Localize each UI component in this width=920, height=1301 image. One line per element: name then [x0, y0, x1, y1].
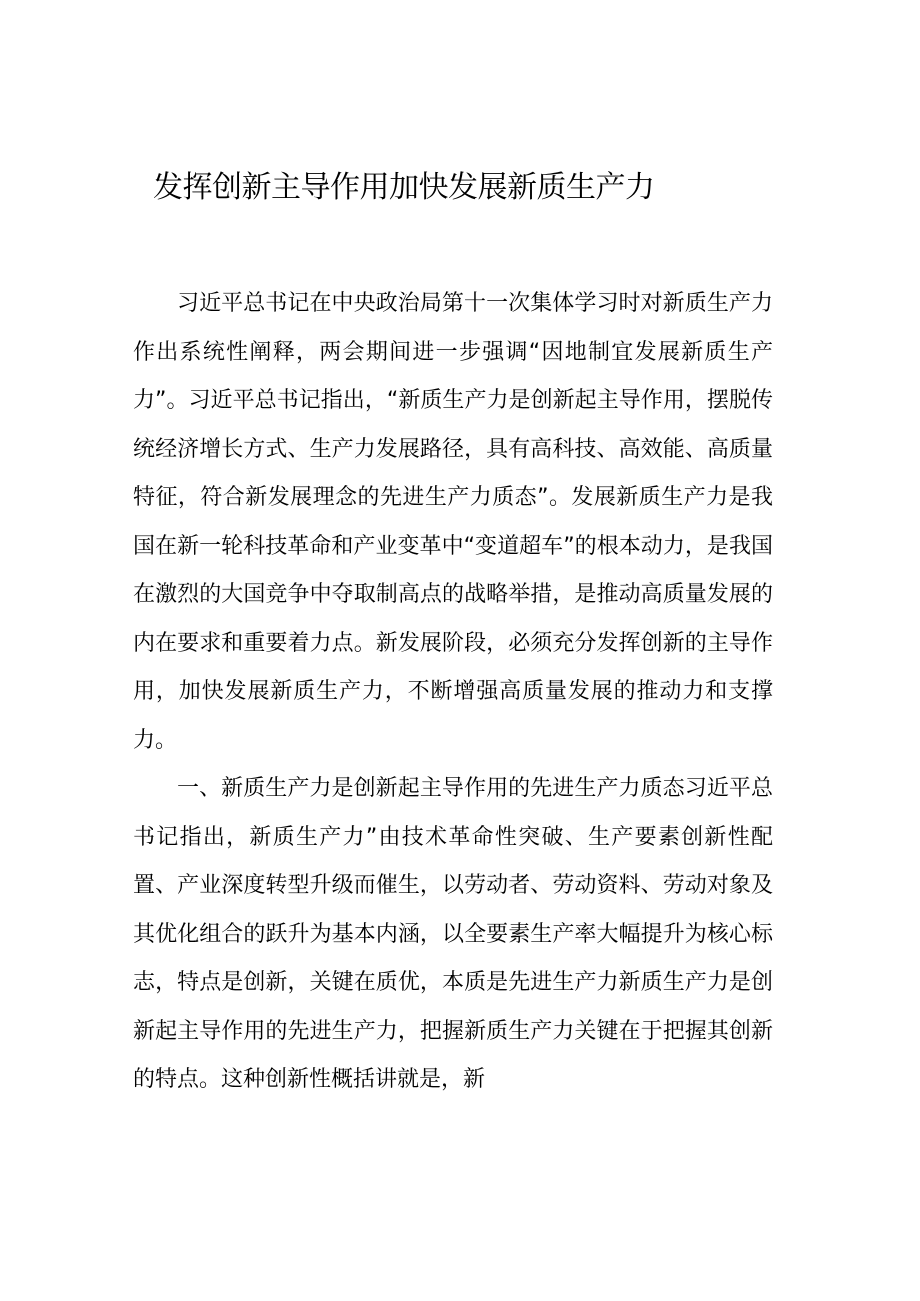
- document-title: 发挥创新主导作用加快发展新质生产力: [153, 170, 655, 205]
- paragraph-section-one: 一、新质生产力是创新起主导作用的先进生产力质态习近平总书记指出，新质生产力”由技术革命性突破、生产要素创新性配置、产业深度转型升级而催生，以劳动者、劳动资料、劳动对象及其优化组合的跃升为基本内涵，以全要素生产率大幅提升为核心标志，特点是创新，关键在质优，本质是先进生产力新质生产力是创新起主导作用的先进生产力，把握新质生产力关键在于把握其创新的特点。这种创新性概括讲就是，新: [133, 776, 773, 1092]
- paragraph-intro: 习近平总书记在中央政治局第十一次集体学习时对新质生产力作出系统性阐释，两会期间进一步强调“因地制宜发展新质生产力”。习近平总书记指出，“新质生产力是创新起主导作用，摆脱传统经济增长方式、生产力发展路径，具有高科技、高效能、高质量特征，符合新发展理念的先进生产力质态”。发展新质生产力是我国在新一轮科技革命和产业变革中“变道超车”的根本动力，是我国在激烈的大国竞争中夺取制高点的战略举措，是推动高质量发展的内在要求和重要着力点。新发展阶段，必须充分发挥创新的主导作用，加快发展新质生产力，不断增强高质量发展的推动力和支撑力。: [133, 291, 773, 753]
- document-body: [133, 280, 773, 1105]
